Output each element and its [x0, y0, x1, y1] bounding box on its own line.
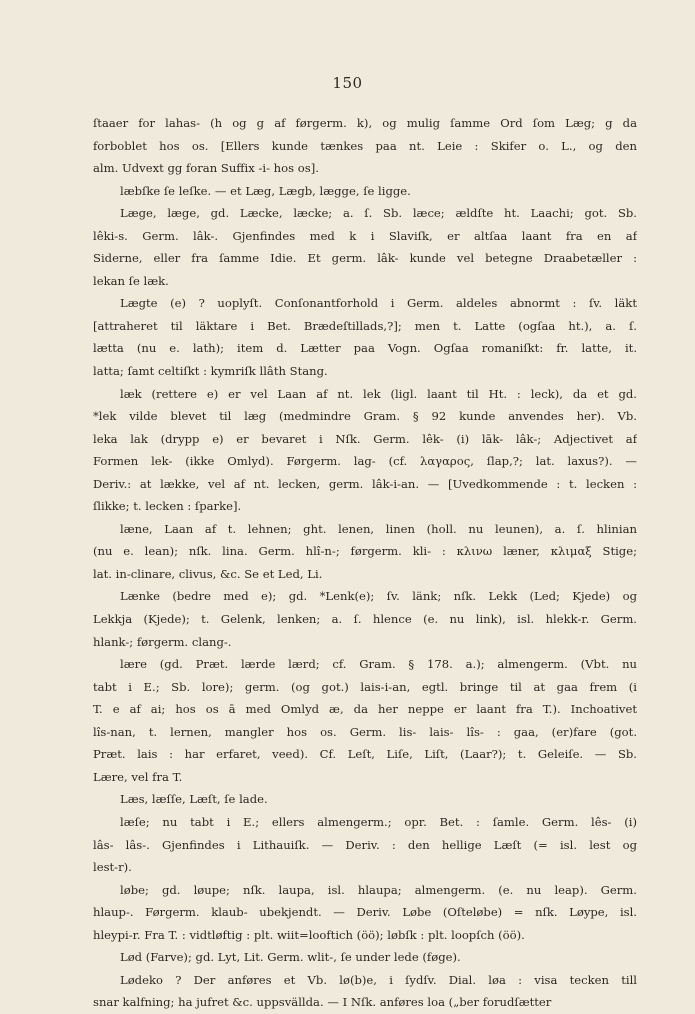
text-line: Lære, vel fra T. — [93, 769, 183, 784]
text-line: snar kalfning; ha jufret &c. uppsvällda. — I Nſk. anføres loa („ber forudſætter — [93, 995, 552, 1010]
text-line: forboblet hos os. [Ellers kunde tænkes paa nt. Leie : Skifer o. L., og den — [93, 138, 637, 153]
dictionary-text — [93, 112, 637, 1014]
text-line: tabt i E.; Sb. lore); germ. (og got.) lais-i-an, egtl. bringe til at gaa frem (i — [93, 679, 637, 694]
text-line: Lødeko ? Der anføres et Vb. lø(b)e, i ſydſv. Dial. løa : visa tecken till — [120, 972, 637, 987]
text-line: ſlikke; t. lecken : ſparke]. — [93, 499, 242, 514]
text-line: Formen lek- (ikke Omlyd). Førgerm. lag- (cf. λαγαρος, ſlap,?; lat. laxus?). — — [93, 454, 637, 469]
text-line: Deriv.: at lække, vel af nt. lecken, germ. lâk-i-an. — [Uvedkommende : t. lecken : — [93, 476, 637, 491]
text-line: Lænke (bedre med e); gd. *Lenk(e); ſv. länk; nſk. Lekk (Led; Kjede) og — [120, 589, 637, 604]
text-line: hleypi-r. Fra T. : vidtløftig : plt. wiit=looftich (öö); løbſk : plt. loopſch (öö). — [93, 927, 525, 942]
text-line: Lægte (e) ? uoplyſt. Conſonantforhold i Germ. aldeles abnormt : ſv. läkt — [120, 296, 637, 311]
text-line: *lek vilde blevet til læg (medmindre Gram. § 92 kunde anvendes her). Vb. — [93, 409, 637, 424]
text-line: Læs, læſſe, Læſt, ſe lade. — [120, 792, 268, 807]
text-line: hlank-; førgerm. clang-. — [93, 634, 232, 649]
text-line: alm. Udvext gg foran Suffix -i- hos os]. — [93, 161, 319, 176]
text-line: Præt. lais : har erfaret, veed). Cf. Leſt, Liſe, Liſt, (Laar?); t. Geleiſe. — Sb. — [93, 747, 637, 762]
text-line: lære (gd. Præt. lærde lærd; cf. Gram. § 178. a.); almengerm. (Vbt. nu — [120, 657, 637, 672]
text-line: T. e af ai; hos os ā med Omlyd æ, da her neppe er laant fra T.). Inchoativet — [93, 702, 637, 717]
text-line: (nu e. lean); nſk. lina. Germ. hlî-n-; førgerm. kli- : κλινω læner, κλιμαξ Stige; — [93, 544, 637, 559]
text-line: lîs-nan, t. lernen, mangler hos os. Germ. lis- lais- lîs- : gaa, (er)fare (got. — [93, 724, 637, 739]
text-line: løbe; gd. løupe; nſk. laupa, isl. hlaupa; almengerm. (e. nu leap). Germ. — [120, 882, 637, 897]
text-line: latta; ſamt celtiſkt : kymriſk llâth Stang. — [93, 364, 328, 379]
text-line: læbſke ſe leſke. — et Læg, Lægb, lægge, ſe ligge. — [120, 183, 411, 198]
text-line: Læge, læge, gd. Læcke, læcke; a. ſ. Sb. læce; ældſte ht. Laachi; got. Sb. — [120, 206, 637, 221]
text-line: hlaup-. Førgerm. klaub- ubekjendt. — Deriv. Løbe (Oſteløbe) = nſk. Løype, isl. — [93, 905, 637, 920]
text-line: lest-r). — [93, 860, 132, 875]
text-line: læſe; nu tabt i E.; ellers almengerm.; opr. Bet. : ſamle. Germ. lês- (i) — [120, 814, 637, 829]
text-line: lâs- lâs-. Gjenfindes i Lithauiſk. — Deriv. : den hellige Læſt (= isl. lest og — [93, 837, 637, 852]
text-line: ſtaaer for lahas- (h og g af førgerm. k), og mulig ſamme Ord ſom Læg; g da — [93, 116, 637, 130]
page-number: 150 — [332, 74, 363, 92]
text-line: lêki-s. Germ. lâk-. Gjenfindes med k i Slaviſk, er altſaa laant fra en af — [93, 228, 637, 243]
text-line: Lød (Farve); gd. Lyt, Lit. Germ. wlit-, ſe under lede (føge). — [120, 950, 461, 965]
text-line: leka lak (drypp e) er bevaret i Nſk. Germ. lêk- (i) lāk- lâk-; Adjectivet af — [93, 431, 637, 446]
text-line: læk (rettere e) er vel Laan af nt. lek (ligl. laant til Ht. : leck), da et gd. — [120, 386, 637, 401]
text-line: [attraheret til läktare i Bet. Brædeſtillads,?]; men t. Latte (ogſaa ht.), a. ſ. — [93, 318, 637, 333]
text-line: læne, Laan af t. lehnen; ght. lenen, linen (holl. nu leunen), a. ſ. hlinian — [120, 521, 637, 536]
text-line: lætta (nu e. lath); item d. Lætter paa Vogn. Ogſaa romaniſkt: fr. latte, it. — [93, 341, 637, 356]
text-line: lekan ſe læk. — [93, 273, 169, 288]
text-line: Lekkja (Kjede); t. Gelenk, lenken; a. ſ. hlence (e. nu link), isl. hlekk-r. Germ. — [93, 612, 637, 627]
text-line: Siderne, eller fra ſamme Idie. Et germ. lâk- kunde vel betegne Draabetæller : — [93, 251, 637, 266]
text-line: lat. in-clinare, clivus, &c. Se et Led, Li. — [93, 566, 323, 581]
